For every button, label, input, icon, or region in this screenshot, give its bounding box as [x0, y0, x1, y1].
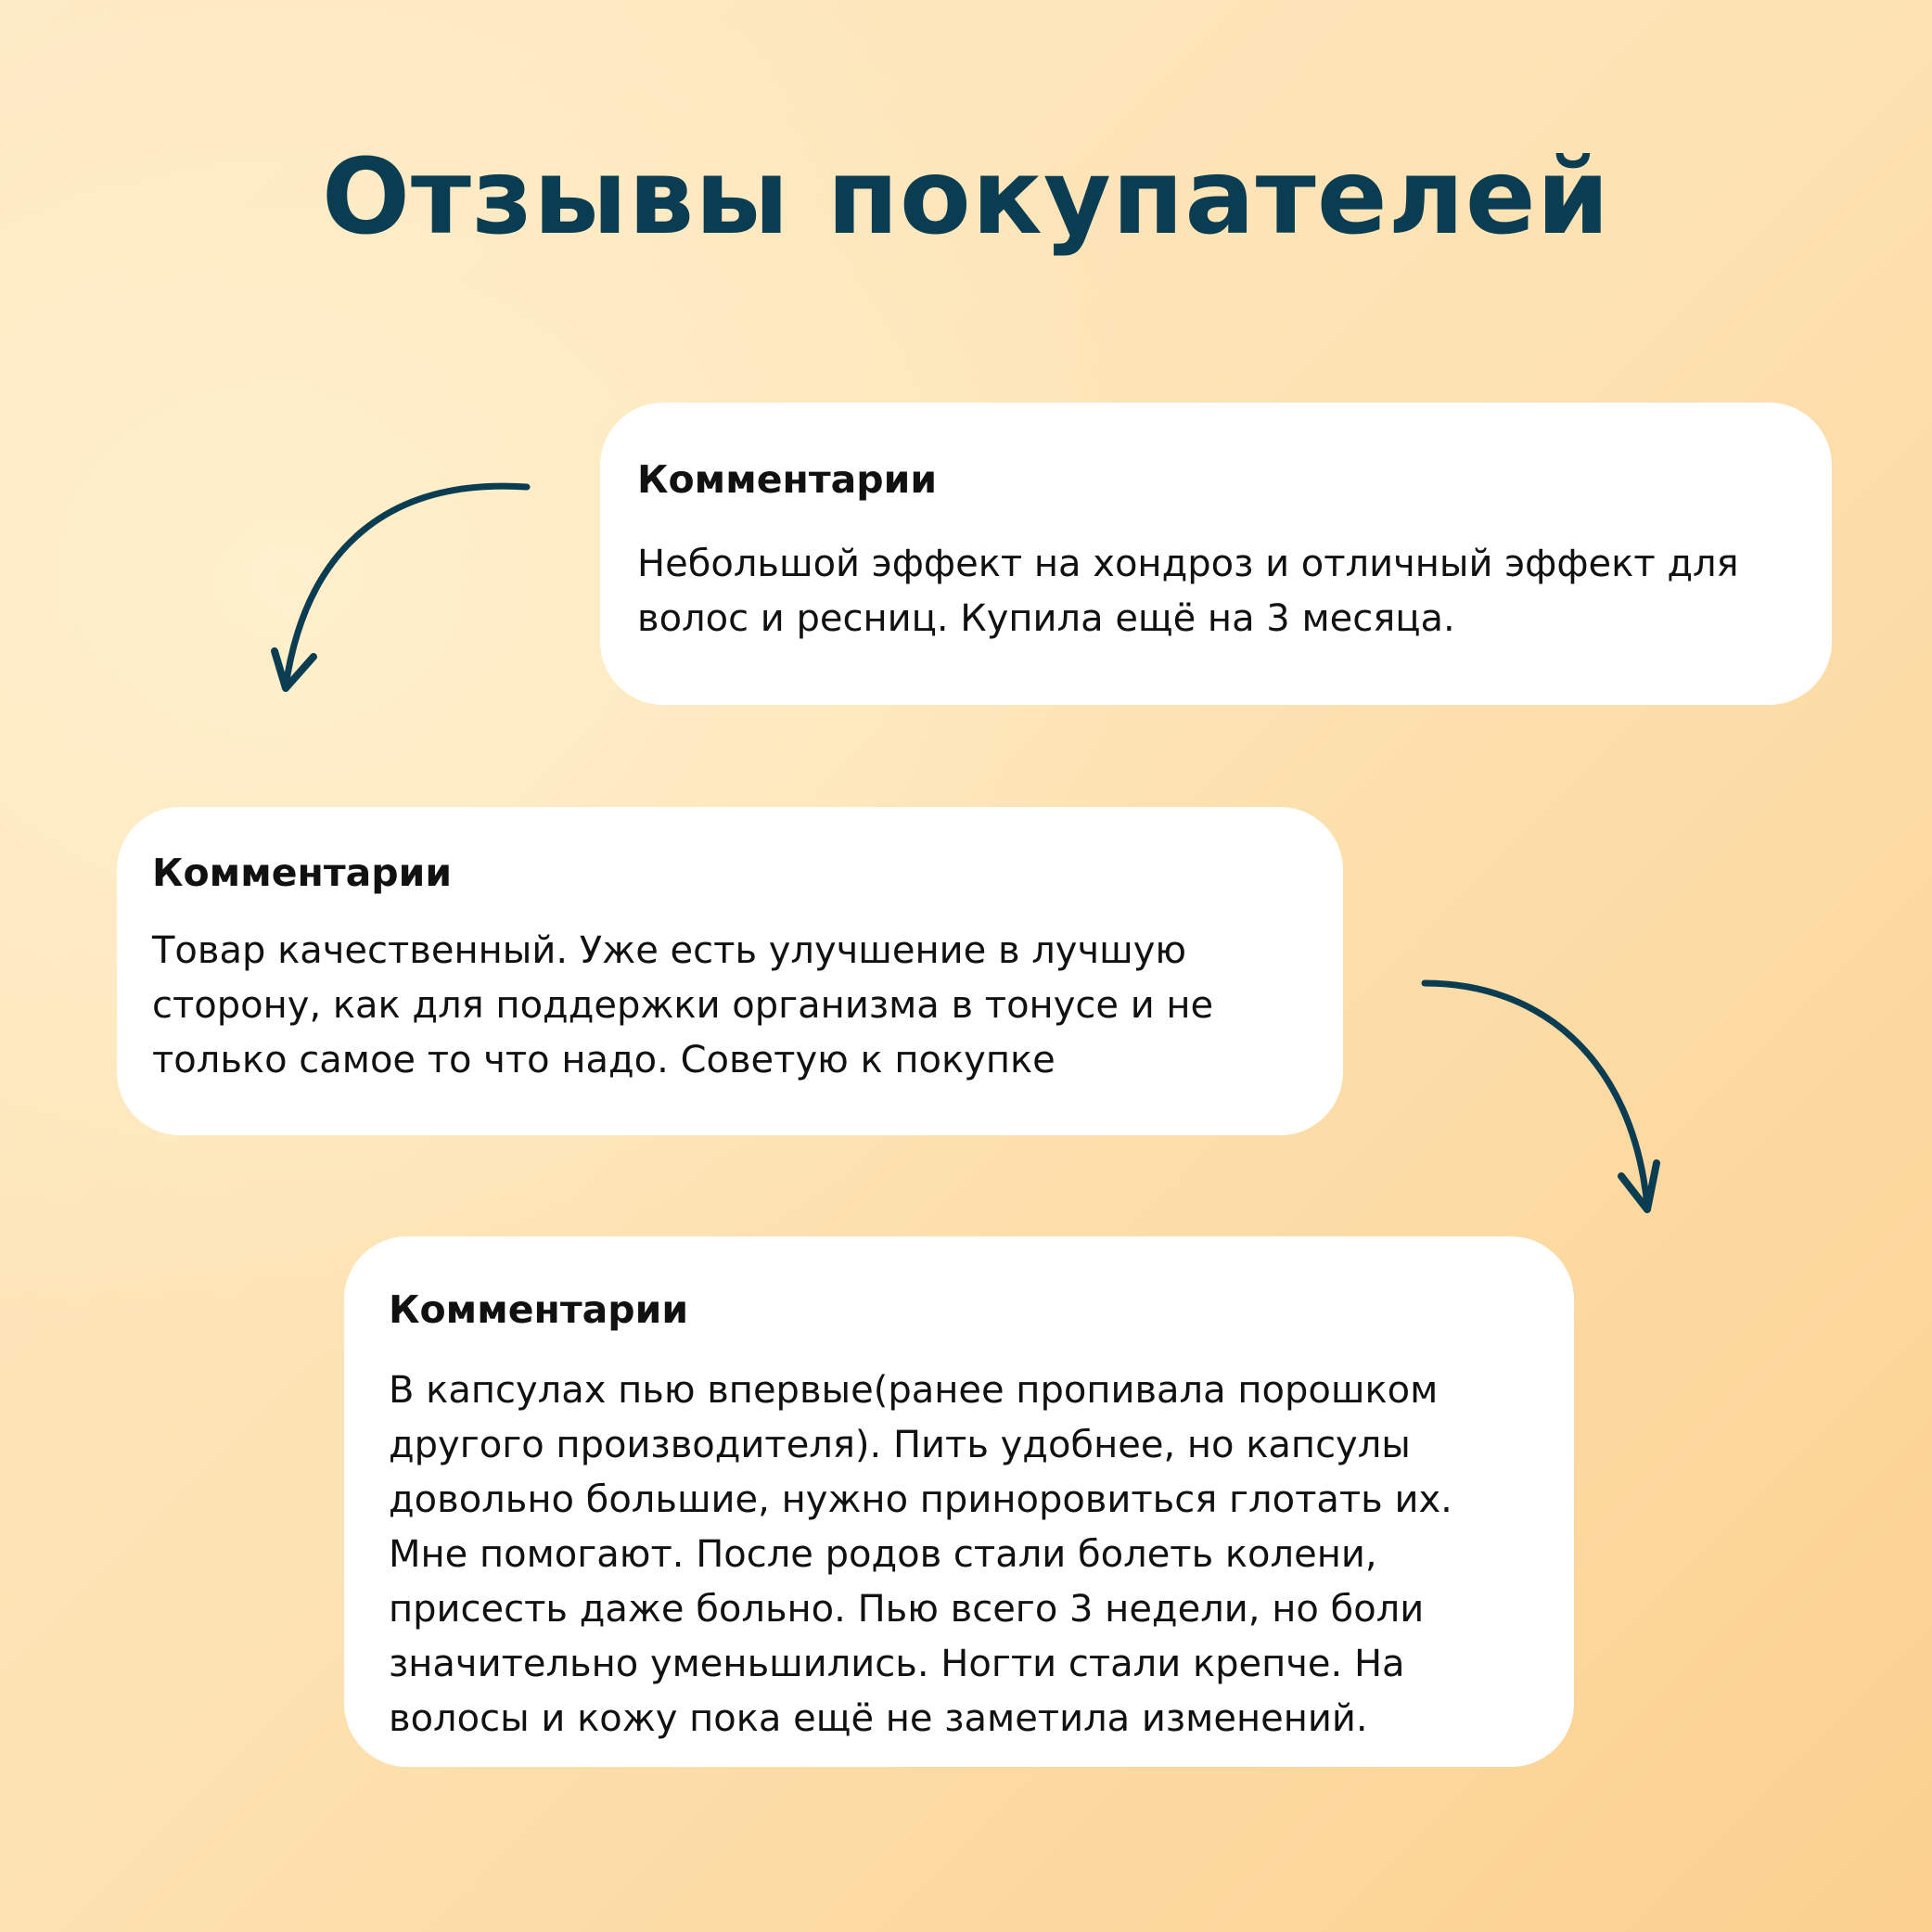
- review-text: Товар качественный. Уже есть улучшение в лучшую сторону, как для поддержки организма в тонусе и не только самое то что надо. Советую к покупке: [152, 929, 1214, 1081]
- review-label: Комментарии: [152, 851, 453, 895]
- review-label: Комментарии: [637, 457, 938, 502]
- review-card-2: [117, 807, 1343, 1135]
- curved-arrow-left-icon: [275, 486, 527, 688]
- page-title: Отзывы покупателей: [321, 137, 1611, 258]
- review-text: В капсулах пью впервые(ранее пропивала порошком другого производителя). Пить удобнее, но капсулы довольно большие, нужно приноровиться глотать их. Мне помогают. После родов стали болеть колени, присесть даже больно. Пью всего 3 недели, но боли значительно уменьшились. Ногти стали крепче. На волосы и кожу пока ещё не заметила изменений.: [389, 1369, 1452, 1740]
- review-card-1: [600, 403, 1832, 705]
- review-text: Небольшой эффект на хондроз и отличный эффект для волос и ресниц. Купила ещё на 3 месяца.: [637, 543, 1739, 640]
- curved-arrow-right-icon: [1425, 983, 1657, 1209]
- review-label: Комментарии: [389, 1287, 689, 1332]
- review-card-3: [344, 1236, 1574, 1767]
